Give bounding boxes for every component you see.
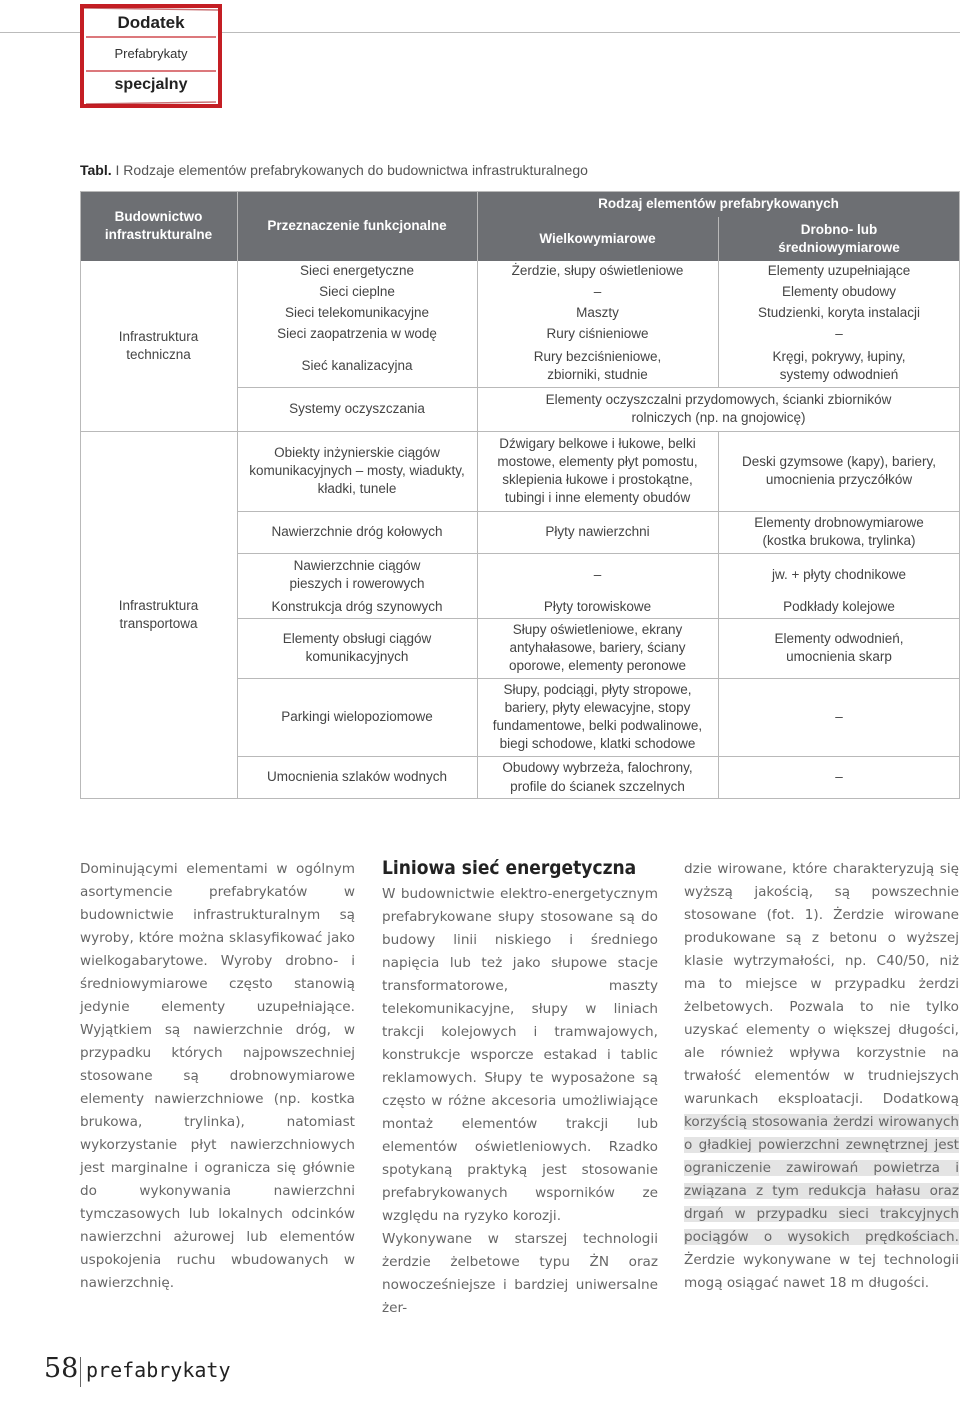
header-large: Wielkowymiarowe xyxy=(477,217,718,261)
article-column-1 xyxy=(80,858,355,1295)
row-9-large: Płyty torowiskowe xyxy=(543,599,652,615)
section-transport: Infrastruktura transportowa xyxy=(118,597,199,631)
row-5-function: Systemy oczyszczania xyxy=(289,400,425,416)
badge-label: specjalny xyxy=(114,76,188,93)
row-6-small: Deski gzymsowe (kapy), bariery, umocnienia przyczółków xyxy=(741,453,937,487)
row-10-function: Elementy obsługi ciągów komunikacyjnych xyxy=(282,630,432,664)
grid-line xyxy=(237,191,238,799)
row-8-function: Nawierzchnie ciągów pieszych i rowerowych xyxy=(289,557,425,591)
row-12-large: Obudowy wybrzeża, falochrony, profile do ścianek szczelnych xyxy=(502,760,693,794)
article-paragraph: W budownictwie elektro-energetycznym prefabrykowane słupy stosowane są do budowy linii niskiego i średniego napięcia lub też jako słupowe stacje transformatorowe, maszty telekomunikacyjne, słupy w liniach trakcji kolejowych i tramwajowych, konstrukcje wsporcze estakad i tablic reklamowych. Słupy te wyposażone są często w różne akcesoria umożliwiające montaż elementów trakcji lub elementów oświetleniowych. Rzadko spotykaną praktyką jest stosowanie prefabrykowanych wsporników ze względu na ryzyko korozji. xyxy=(382,886,658,1224)
row-9-function: Konstrukcja dróg szynowych xyxy=(271,599,443,615)
table-caption: Tabl. I Rodzaje elementów prefabrykowanych do budownictwa infrastrukturalnego xyxy=(80,162,588,178)
row-5-combined: Elementy oczyszczalni przydomowych, ścianki zbiorników rolniczych (np. na gnojowicę) xyxy=(545,391,892,425)
row-7-large: Płyty nawierzchni xyxy=(545,523,650,539)
magazine-name: prefabrykaty xyxy=(86,1358,231,1382)
row-1-large: – xyxy=(593,284,602,300)
row-1-function: Sieci cieplne xyxy=(319,284,395,300)
section-heading: Liniowa sieć energetyczna xyxy=(382,857,637,879)
row-11-small: – xyxy=(835,708,843,724)
row-12-small: – xyxy=(835,769,843,785)
row-3-small: – xyxy=(835,326,843,342)
top-rule-right xyxy=(222,32,960,33)
row-11-function: Parkingi wielopoziomowe xyxy=(281,708,433,724)
row-7-function: Nawierzchnie dróg kołowych xyxy=(271,523,443,539)
grid-line xyxy=(477,191,478,799)
row-7-small: Elementy drobnowymiarowe (kostka brukowa, trylinka) xyxy=(754,514,924,548)
row-0-large: Żerdzie, słupy oświetleniowe xyxy=(511,263,684,279)
article-paragraph: Dominującymi elementami w ogólnym asortymencie prefabrykatów w budownictwie infrastrukturalnym są wyroby, które można sklasyfikować jako wielkogabarytowe. Wyroby drobno- i średniowymiarowe często stanowią jedynie elementy uzupełniające. Wyjątkiem są nawierzchnie dróg, w przypadku których najpowszechniej stosowane są drobnowymiarowe elementy nawierzchniowe (np. kostka brukowa, trylinka), natomiast wykorzystanie płyt nawierzchniowych jest marginalne i ogranicza się głównie do wykonywania nawierzchni tymczasowych lub lokalnych odcinków nawierzchni ażurowej lub elementów uspokojenia ruchu wbudowanych w nawierzchnię. xyxy=(80,861,355,1291)
prefab-elements-table xyxy=(80,191,960,799)
grid-line xyxy=(80,431,237,432)
grid-line xyxy=(237,431,960,432)
row-3-function: Sieci zaopatrzenia w wodę xyxy=(277,326,437,342)
grid-line xyxy=(237,618,960,619)
article-paragraph: Wykonywane w starszej technologii żerdzie żelbetowe typu ŻN oraz nowocześniejsze i bardziej uniwersalne żer- xyxy=(382,1231,658,1316)
top-rule-left xyxy=(0,32,80,33)
row-4-function: Sieć kanalizacyjna xyxy=(301,357,413,373)
row-3-large: Rury ciśnieniowe xyxy=(546,326,649,342)
grid-line xyxy=(237,678,960,679)
badge-subtitle: Prefabrykaty xyxy=(114,46,188,61)
row-0-function: Sieci energetyczne xyxy=(299,263,415,279)
header-element-type: Rodzaj elementów prefabrykowanych xyxy=(477,191,960,217)
grid-line xyxy=(237,511,960,512)
row-8-large: – xyxy=(593,566,602,582)
row-0-small: Elementy uzupełniające xyxy=(767,263,911,279)
article-paragraph: dzie wirowane, które charakteryzują się wyższą jakością, są powszechnie stosowane (fot. 1). Żerdzie wirowane produkowane są z betonu o wyższej klasie wytrzymałości, np. C40/50, niż ma to miejsce w przypadku żerdzi żelbetowych. Pozwala to nie tylko uzyskać elementy o większej długości, ale również wpływa korzystnie na trwałość elementów w trudniejszych warunkach eksploatacji. Dodatkową korzyścią stosowania żerdzi wirowanych o gładkiej powierzchni zewnętrznej jest ograniczenie zawirowań powietrza i związana z tym redukcja hałasu oraz drgań w przypadku sieci trakcyjnych pociągów o wysokich prędkościach. Żerdzie wykonywane w tej technologii mogą osiągać nawet 18 m długości. xyxy=(684,861,959,1291)
special-supplement-badge xyxy=(80,4,222,108)
footer-divider xyxy=(80,1357,81,1387)
row-1-small: Elementy obudowy xyxy=(781,284,897,300)
row-2-small: Studzienki, koryta instalacji xyxy=(757,305,921,321)
section-technical: Infrastruktura techniczna xyxy=(118,328,199,362)
row-2-function: Sieci telekomunikacyjne xyxy=(284,305,430,321)
article-column-3 xyxy=(684,858,959,1295)
header-infrastructure: Budownictwo infrastrukturalne xyxy=(80,191,237,261)
header-small-medium: Drobno- lub średniowymiarowe xyxy=(718,217,960,261)
grid-line xyxy=(718,217,719,387)
row-6-function: Obiekty inżynierskie ciągów komunikacyjnych – mosty, wiadukty, kładki, tunele xyxy=(249,444,465,497)
row-4-large: Rury bezciśnieniowe, zbiorniki, studnie xyxy=(533,348,662,382)
highlighted-text: korzyścią stosowania żerdzi wirowanych o gładkiej powierzchni zewnętrznej jest ograniczenie zawirowań powietrza i związana z tym redukcja hałasu oraz drgań w przypadku sieci trakcyjnych pociągów o wysokich prędkościach. xyxy=(684,1114,959,1245)
row-11-large: Słupy, podciągi, płyty stropowe, bariery, płyty elewacyjne, stopy fundamentowe, belki podwalinowe, biegi schodowe, klatki schodowe xyxy=(492,681,703,752)
row-12-function: Umocnienia szlaków wodnych xyxy=(266,769,448,785)
row-2-large: Maszty xyxy=(576,305,619,321)
grid-line xyxy=(237,553,960,554)
badge-title: Dodatek xyxy=(117,13,185,32)
row-8-small: jw. + płyty chodnikowe xyxy=(772,566,906,582)
table-frame xyxy=(80,191,960,799)
grid-line xyxy=(718,431,719,799)
page-number: 58 xyxy=(44,1353,79,1384)
row-4-small: Kręgi, pokrywy, łupiny, systemy odwodnień xyxy=(772,348,906,382)
row-10-small: Elementy odwodnień, umocnienia skarp xyxy=(774,630,904,664)
row-10-large: Słupy oświetleniowe, ekrany antyhałasowe, bariery, ściany oporowe, elementy peronowe xyxy=(508,621,687,674)
row-9-small: Podkłady kolejowe xyxy=(783,599,895,615)
row-6-large: Dźwigary belkowe i łukowe, belki mostowe, elementy płyt pomostu, sklepienia łukowe i prostokątne, tubingi i inne elementy obudów xyxy=(497,435,698,506)
header-function: Przeznaczenie funkcjonalne xyxy=(237,191,477,261)
grid-line xyxy=(237,756,960,757)
grid-line xyxy=(237,387,960,388)
article-column-2 xyxy=(382,855,658,1320)
